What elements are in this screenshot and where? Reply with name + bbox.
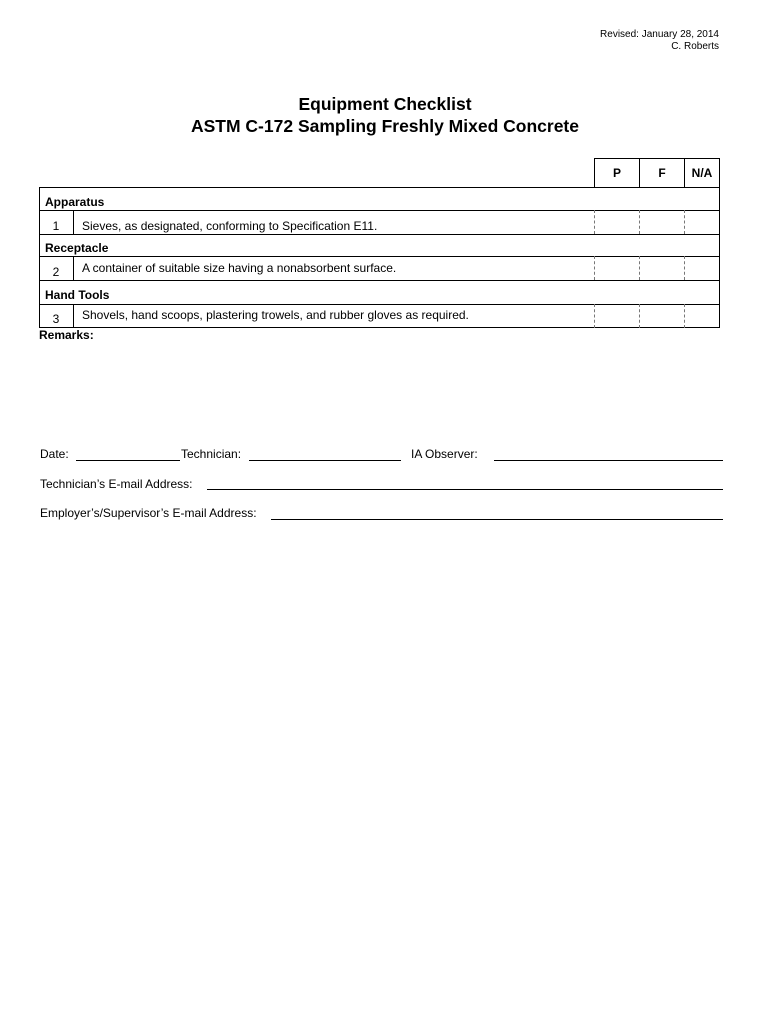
date-field[interactable] [76,460,180,461]
p-checkbox[interactable] [595,257,639,280]
table-line [73,210,74,234]
revised-author: C. Roberts [671,41,719,52]
technician-email-label: Technician’s E-mail Address: [40,477,193,491]
item-number: 1 [52,219,60,233]
section-heading-apparatus: Apparatus [45,195,105,209]
employer-email-label: Employer’s/Supervisor’s E-mail Address: [40,506,257,520]
technician-email-field[interactable] [207,489,723,490]
table-line [719,158,720,328]
table-line [39,234,720,235]
table-line [594,158,720,159]
na-checkbox[interactable] [685,211,719,234]
table-line [73,304,74,328]
remarks-area[interactable] [39,344,720,434]
na-checkbox[interactable] [685,305,719,327]
table-line [39,280,720,281]
p-checkbox[interactable] [595,211,639,234]
revised-block [600,29,719,53]
title-line-2: ASTM C-172 Sampling Freshly Mixed Concrete [190,116,579,136]
revised-date: Revised: January 28, 2014 [600,29,719,40]
page-title [0,93,770,137]
title-line-1: Equipment Checklist [298,94,472,114]
table-line [39,187,40,328]
section-heading-hand-tools: Hand Tools [45,288,110,302]
checklist-table [39,158,720,328]
table-line [39,187,720,188]
section-heading-receptacle: Receptacle [45,241,109,255]
remarks-label: Remarks: [39,328,94,342]
table-line [73,256,74,280]
column-header-p: P [612,166,621,180]
na-checkbox[interactable] [685,257,719,280]
column-header-na: N/A [691,166,713,180]
f-checkbox[interactable] [640,305,684,327]
table-line [39,327,720,328]
column-header-f: F [658,166,666,180]
item-description: Shovels, hand scoops, plastering trowels, and rubber gloves as required. [82,308,469,322]
f-checkbox[interactable] [640,257,684,280]
item-description: A container of suitable size having a nonabsorbent surface. [82,261,397,275]
ia-observer-field[interactable] [494,460,723,461]
item-number: 3 [52,312,60,326]
employer-email-field[interactable] [271,519,723,520]
technician-label: Technician: [181,447,242,461]
p-checkbox[interactable] [595,305,639,327]
technician-field[interactable] [249,460,401,461]
item-number: 2 [52,265,60,279]
f-checkbox[interactable] [640,211,684,234]
item-description: Sieves, as designated, conforming to Specification E11. [82,219,378,233]
date-label: Date: [40,447,69,461]
ia-observer-label: IA Observer: [411,447,478,461]
